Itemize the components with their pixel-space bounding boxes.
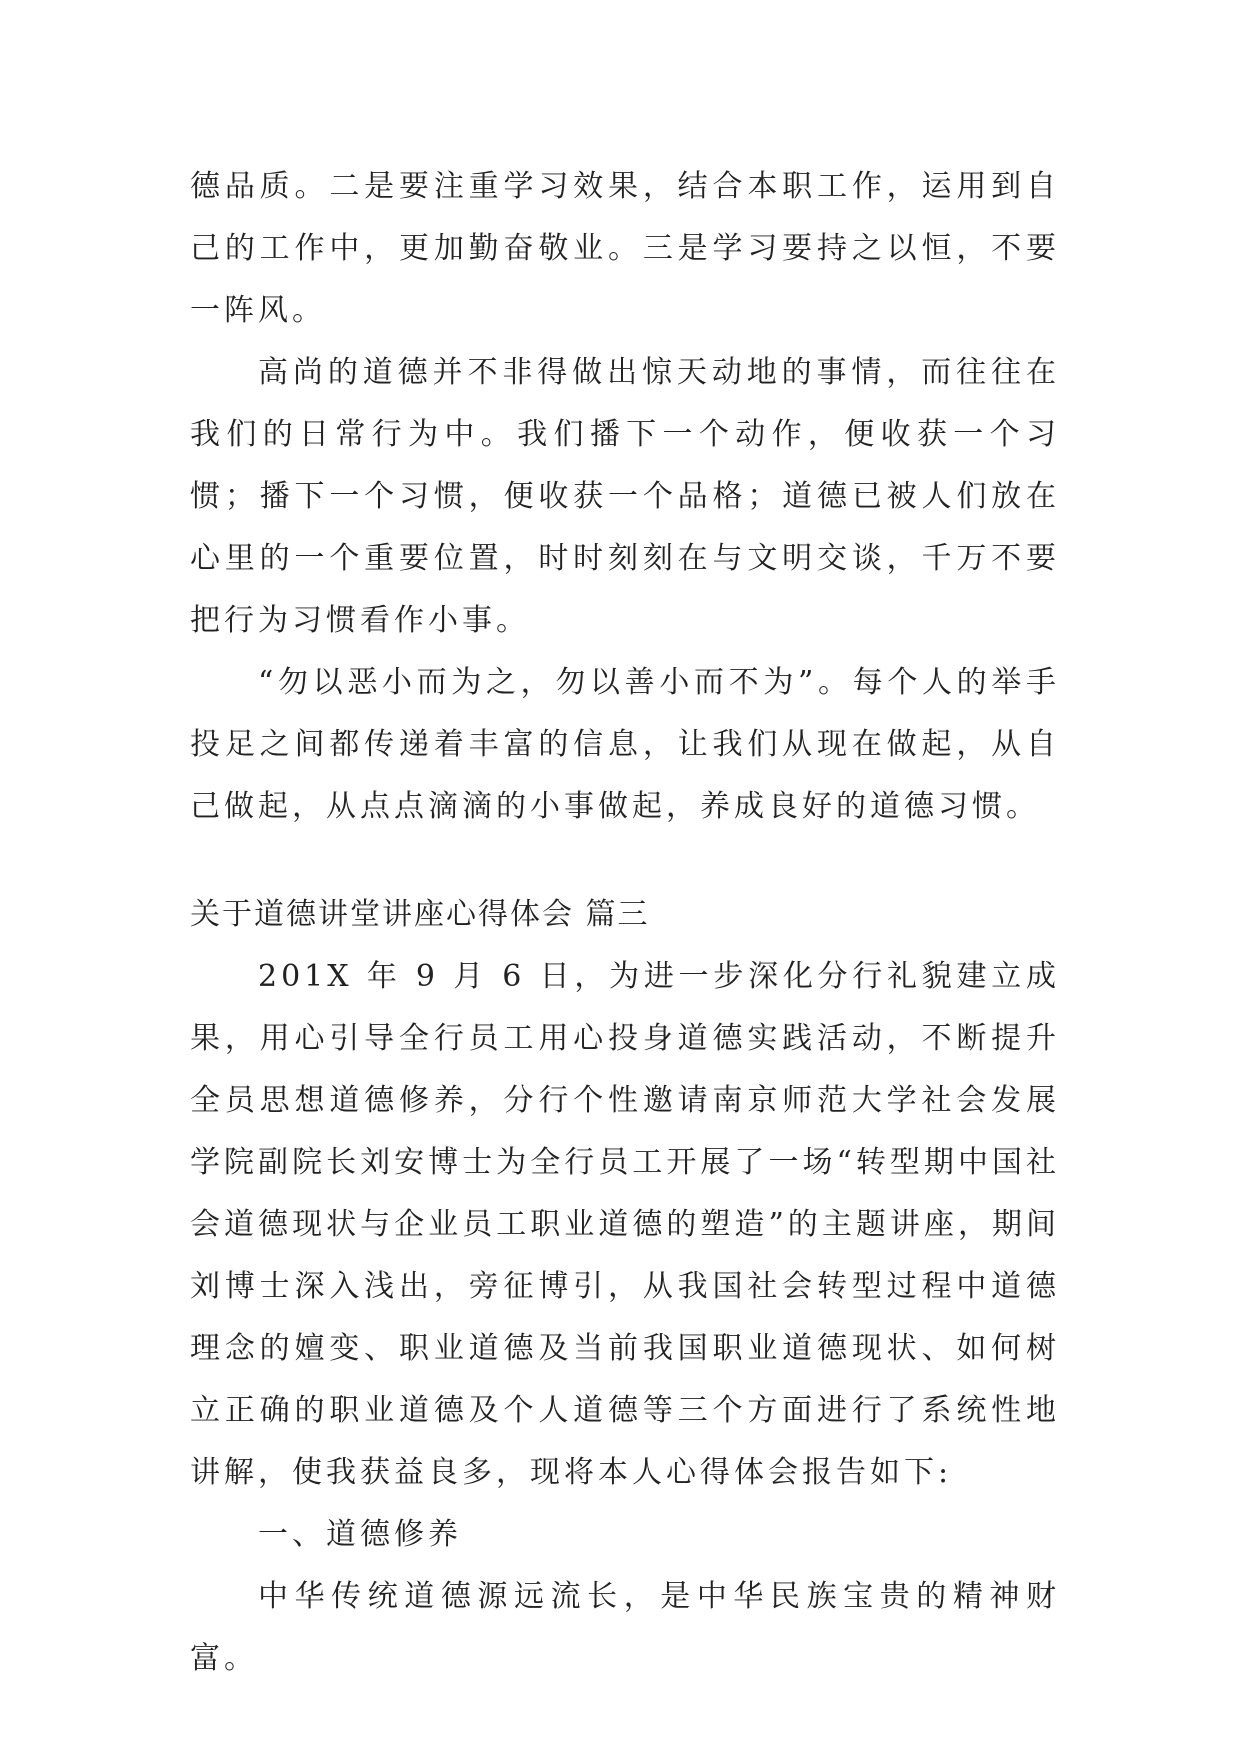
- paragraph-lecture-intro: 201X 年 9 月 6 日，为进一步深化分行礼貌建立成果，用心引导全行员工用心投身道德实践活动，不断提升全员思想道德修养，分行个性邀请南京师范大学社会发展学院副院长刘安博士为全行员工开展了一场“转型期中国社会道德现状与企业员工职业道德的塑造”的主题讲座，期间刘博士深入浅出，旁征博引，从我国社会转型过程中道德理念的嬗变、职业道德及当前我国职业道德现状、如何树立正确的职业道德及个人道德等三个方面进行了系统性地讲解，使我获益良多，现将本人心得体会报告如下:: [190, 959, 1060, 1490]
- paragraph-continuation: 德品质。二是要注重学习效果，结合本职工作，运用到自己的工作中，更加勤奋敬业。三是学习要持之以恒，不要一阵风。: [190, 169, 1060, 328]
- section-title: 关于道德讲堂讲座心得体会 篇三: [190, 897, 650, 932]
- document-body: [190, 156, 1060, 1690]
- paragraph-noble-morality: 高尚的道德并不非得做出惊天动地的事情，而往往在我们的日常行为中。我们播下一个动作，便收获一个习惯；播下一个习惯，便收获一个品格；道德已被人们放在心里的一个重要位置，时时刻刻在与文明交谈，千万不要把行为习惯看作小事。: [190, 355, 1060, 638]
- paragraph-tradition: 中华传统道德源远流长，是中华民族宝贵的精神财富。: [190, 1579, 1060, 1676]
- paragraph-quote: “勿以恶小而为之，勿以善小而不为”。每个人的举手投足之间都传递着丰富的信息，让我们从现在做起，从自己做起，从点点滴滴的小事做起，养成良好的道德习惯。: [190, 665, 1060, 824]
- subheading-moral-cultivation: 一、道德修养: [258, 1517, 462, 1552]
